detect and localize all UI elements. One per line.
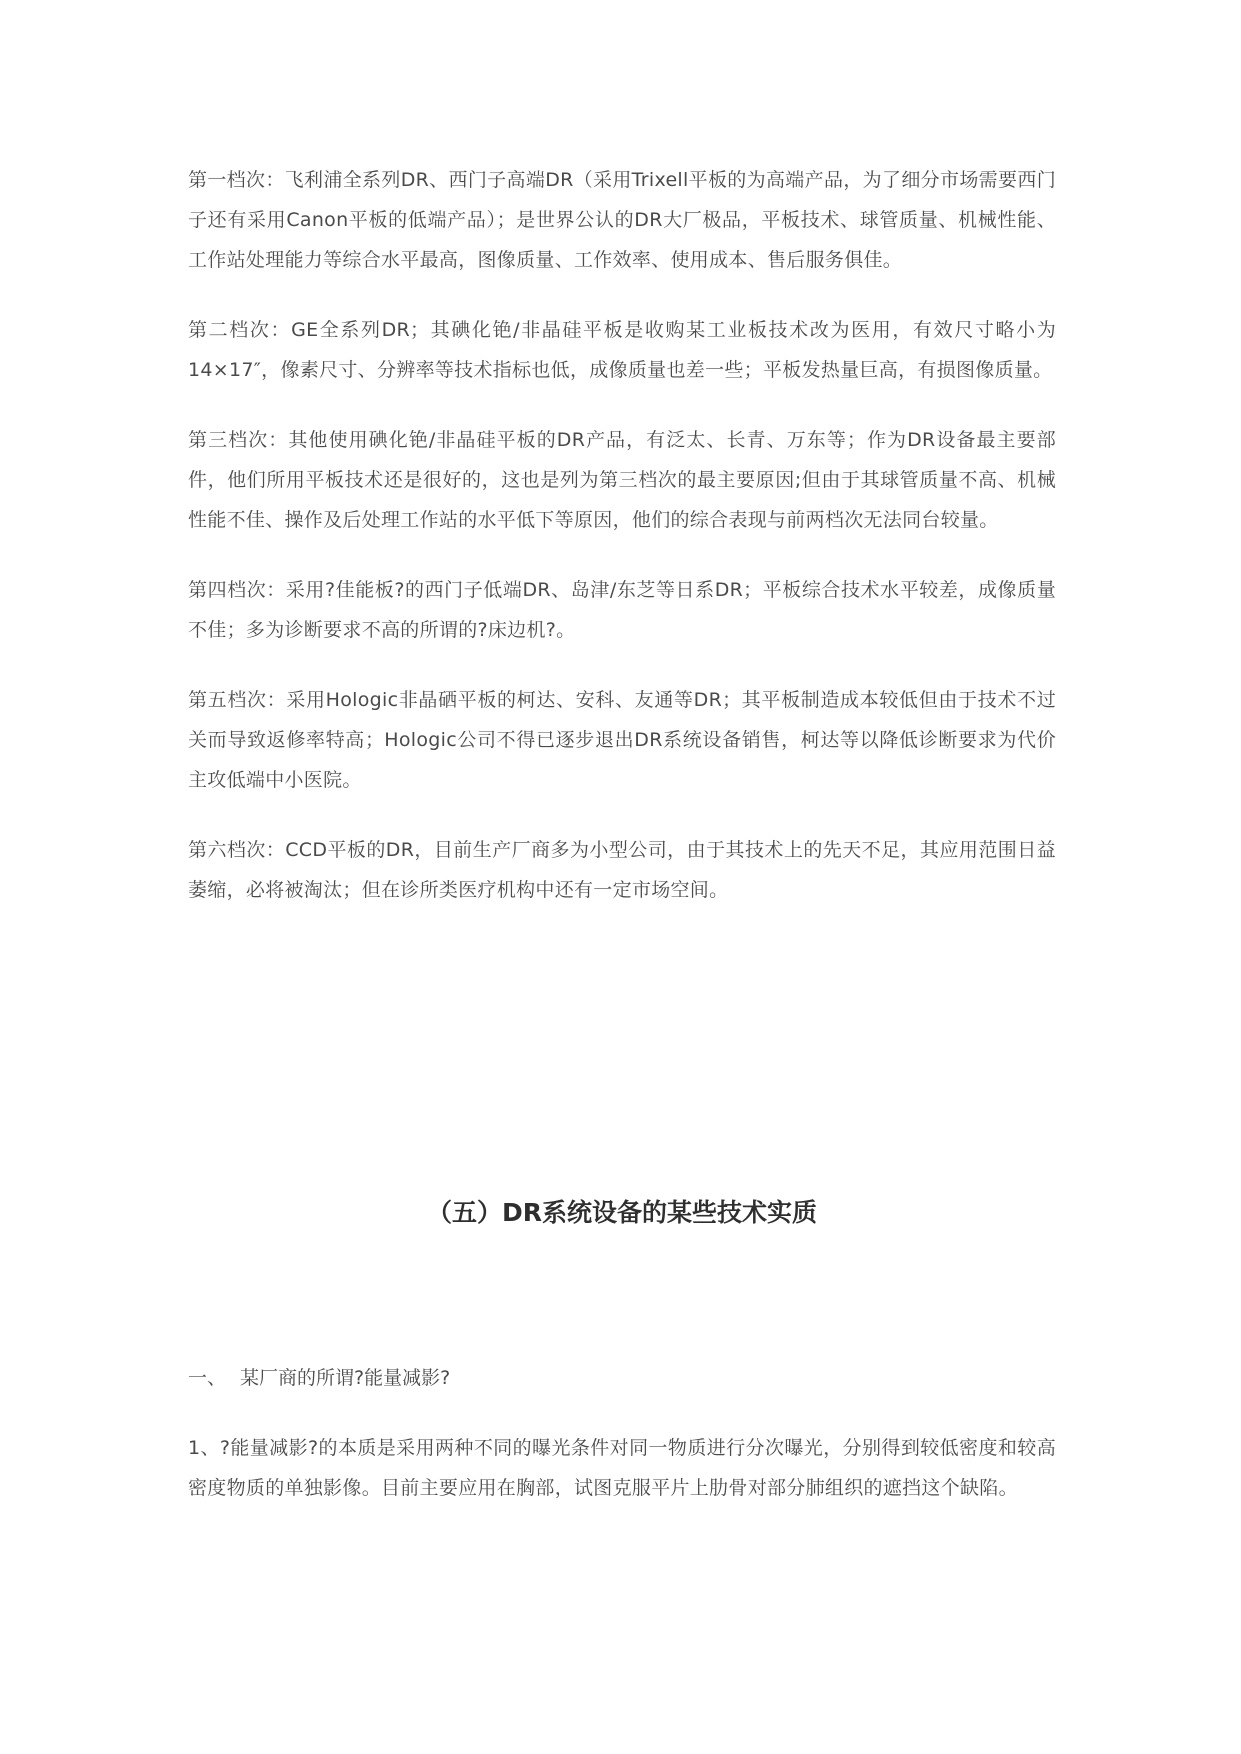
subsection-number: 一、: [188, 1367, 227, 1389]
paragraph-tier-3: 第三档次：其他使用碘化铯/非晶硅平板的DR产品，有泛太、长青、万东等；作为DR设备最主要部件，他们所用平板技术还是很好的，这也是列为第三档次的最主要原因;但由于其球管质量不高、机械性能不佳、操作及后处理工作站的水平低下等原因，他们的综合表现与前两档次无法同台较量。: [188, 429, 1056, 531]
paragraph-tier-4: 第四档次：采用?佳能板?的西门子低端DR、岛津/东芝等日系DR；平板综合技术水平较差，成像质量不佳；多为诊断要求不高的所谓的?床边机?。: [188, 579, 1056, 641]
list-item-1: 1、?能量减影?的本质是采用两种不同的曝光条件对同一物质进行分次曝光，分别得到较低密度和较高密度物质的单独影像。目前主要应用在胸部，试图克服平片上肋骨对部分肺组织的遮挡这个缺陷。: [188, 1437, 1056, 1499]
section-heading: （五）DR系统设备的某些技术实质: [426, 1198, 817, 1227]
paragraph-tier-6: 第六档次：CCD平板的DR，目前生产厂商多为小型公司，由于其技术上的先天不足，其应用范围日益萎缩，必将被淘汰；但在诊所类医疗机构中还有一定市场空间。: [188, 839, 1056, 901]
subsection-heading: [188, 1358, 1056, 1398]
subsection-title: 某厂商的所谓?能量减影?: [240, 1367, 451, 1389]
paragraph-tier-1: 第一档次：飞利浦全系列DR、西门子高端DR（采用Trixell平板的为高端产品，为了细分市场需要西门子还有采用Canon平板的低端产品）；是世界公认的DR大厂极品，平板技术、球管质量、机械性能、工作站处理能力等综合水平最高，图像质量、工作效率、使用成本、售后服务俱佳。: [188, 169, 1056, 271]
body-text: [188, 160, 1056, 940]
paragraph-tier-5: 第五档次：采用Hologic非晶硒平板的柯达、安科、友通等DR；其平板制造成本较低但由于技术不过关而导致返修率特高；Hologic公司不得已逐步退出DR系统设备销售，柯达等以降低诊断要求为代价主攻低端中小医院。: [188, 689, 1056, 791]
paragraph-tier-2: 第二档次：GE全系列DR；其碘化铯/非晶硅平板是收购某工业板技术改为医用，有效尺寸略小为14×17″，像素尺寸、分辨率等技术指标也低，成像质量也差一些；平板发热量巨高，有损图像质量。: [188, 319, 1056, 381]
